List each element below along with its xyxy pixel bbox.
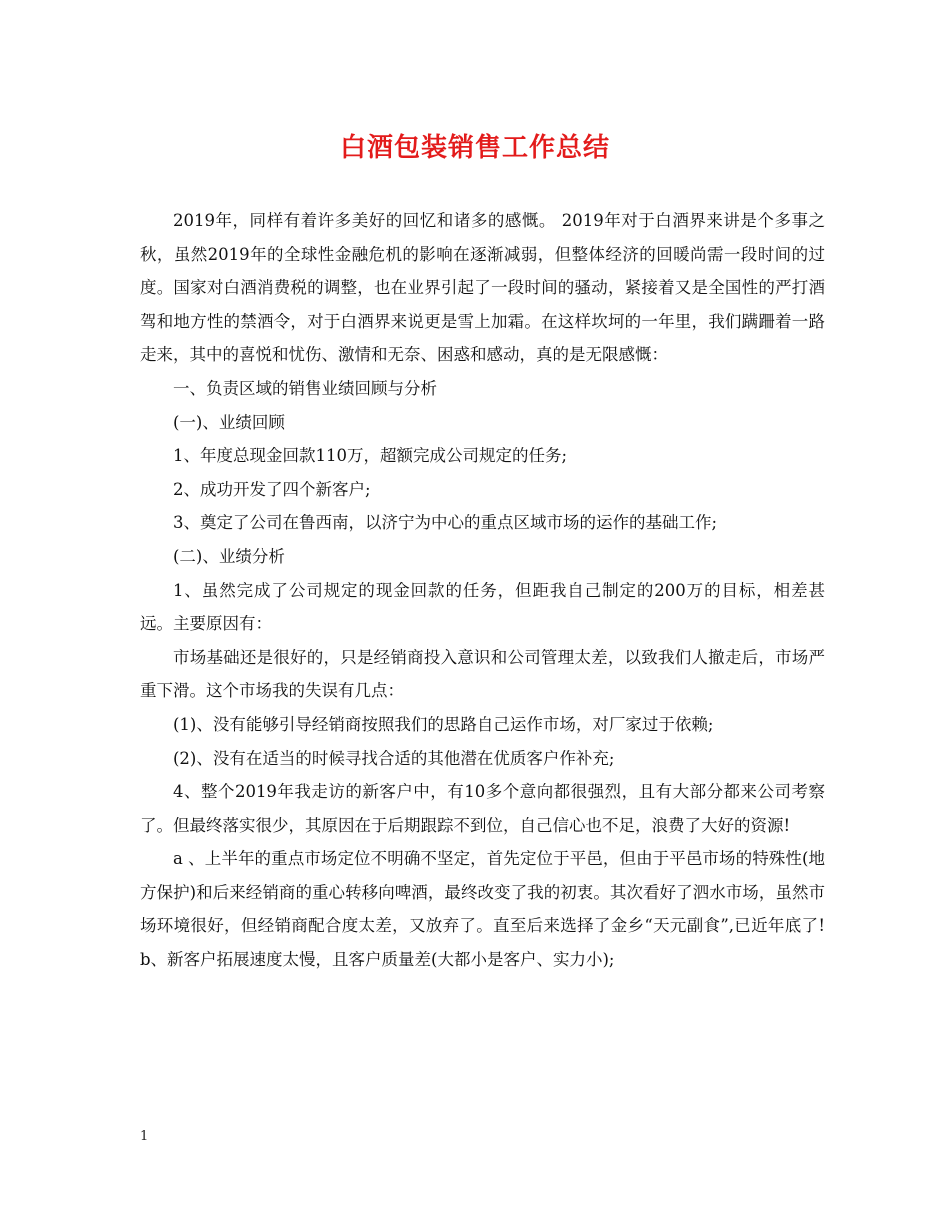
subsection-heading-performance-analysis: (二)、业绩分析 <box>173 546 285 566</box>
analysis-item-target-gap: 1、虽然完成了公司规定的现金回款的任务，但距我自己制定的200万的目标，相差甚远。主要原因有： <box>140 580 825 634</box>
page-number: 1 <box>140 1129 149 1144</box>
analysis-paragraph-market-positioning: a 、上半年的重点市场定位不明确不坚定，首先定位于平邑，但由于平邑市场的特殊性(地方保护)和后来经销商的重心转移向啤酒，最终改变了我的初衷。其次看好了泗水市场，虽然市场环境很好，但经销商配合度太差，又放弃了。直至后来选择了金乡“天元副食”,已近年底了! b、新客户拓展速度太慢，且客户质量差(大都小是客户、实力小); <box>140 849 825 970</box>
paragraph-intro: 2019年，同样有着许多美好的回忆和诸多的感慨。 2019年对于白酒界来讲是个多事之秋，虽然2019年的全球性金融危机的影响在逐渐减弱，但整体经济的回暖尚需一段时间的过度。国家对白酒消费税的调整，也在业界引起了一段时间的骚动，紧接着又是全国性的严打酒驾和地方性的禁酒令，对于白酒界来说更是雪上加霜。在这样坎坷的一年里，我们蹒跚着一路走来，其中的喜悦和忧伤、激情和无奈、困惑和感动，真的是无限感慨： <box>140 211 825 365</box>
analysis-paragraph-market-base: 市场基础还是很好的，只是经销商投入意识和公司管理太差，以致我们人撤走后，市场严重下滑。这个市场我的失误有几点： <box>140 647 825 701</box>
analysis-point-2: (2)、没有在适当的时候寻找合适的其他潜在优质客户作补充; <box>173 748 615 768</box>
list-item-cash-collection: 1、年度总现金回款110万，超额完成公司规定的任务; <box>173 446 568 466</box>
document-body <box>140 204 825 977</box>
section-heading-1: 一、负责区域的销售业绩回顾与分析 <box>173 378 437 398</box>
subsection-heading-performance-review: (一)、业绩回顾 <box>173 412 285 432</box>
analysis-point-1: (1)、没有能够引导经销商按照我们的思路自己运作市场，对厂家过于依赖; <box>173 714 714 734</box>
list-item-foundation-work: 3、奠定了公司在鲁西南，以济宁为中心的重点区域市场的运作的基础工作; <box>173 513 718 533</box>
analysis-item-new-customer-followup: 4、整个2019年我走访的新客户中，有10多个意向都很强烈，且有大部分都来公司考察了。但最终落实很少，其原因在于后期跟踪不到位，自己信心也不足，浪费了大好的资源! <box>140 782 825 835</box>
document-title: 白酒包装销售工作总结 <box>339 133 610 163</box>
list-item-new-customers: 2、成功开发了四个新客户; <box>173 479 371 499</box>
